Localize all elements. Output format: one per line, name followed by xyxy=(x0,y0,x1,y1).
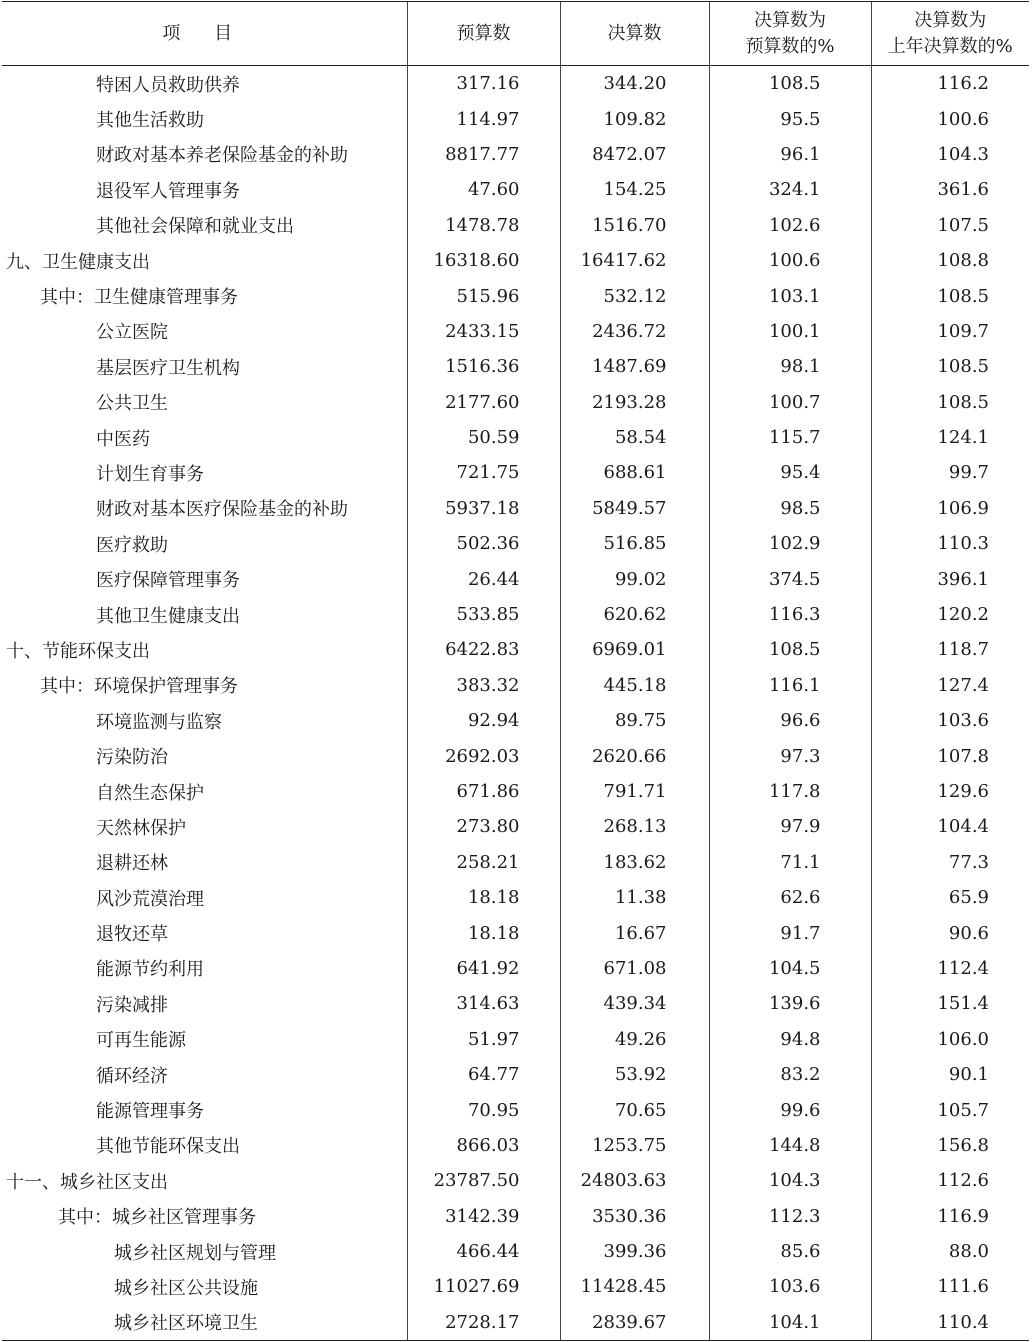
row-pct-of-prev-year: 107.5 xyxy=(871,208,1029,243)
row-pct-of-prev-year: 108.5 xyxy=(871,278,1029,313)
table-row xyxy=(2,526,1029,561)
row-pct-of-prev-year: 104.3 xyxy=(871,137,1029,172)
row-pct-of-budget: 103.1 xyxy=(709,278,871,313)
row-pct-of-prev-year: 108.5 xyxy=(871,349,1029,384)
row-pct-of-prev-year: 99.7 xyxy=(871,455,1029,490)
row-item-name: 能源管理事务 xyxy=(96,1101,204,1123)
table-row xyxy=(2,1092,1029,1127)
row-actual: 53.92 xyxy=(560,1057,709,1092)
row-pct-of-budget: 100.6 xyxy=(709,243,871,278)
row-item-name: 其他社会保障和就业支出 xyxy=(96,216,294,238)
row-pct-of-budget: 95.5 xyxy=(709,101,871,136)
row-pct-of-prev-year: 116.9 xyxy=(871,1199,1029,1234)
table-row xyxy=(2,314,1029,349)
table-row xyxy=(2,738,1029,773)
row-pct-of-budget: 62.6 xyxy=(709,880,871,915)
row-budget: 533.85 xyxy=(407,597,560,632)
row-item-name: 自然生态保护 xyxy=(96,782,204,804)
table-row xyxy=(2,1057,1029,1092)
row-pct-of-budget: 324.1 xyxy=(709,172,871,207)
row-pct-of-prev-year: 129.6 xyxy=(871,774,1029,809)
table-row xyxy=(2,349,1029,384)
row-actual: 6969.01 xyxy=(560,632,709,667)
row-budget: 23787.50 xyxy=(407,1163,560,1198)
row-item-name: 退耕还林 xyxy=(96,853,168,875)
row-pct-of-prev-year: 103.6 xyxy=(871,703,1029,738)
row-pct-of-budget: 139.6 xyxy=(709,986,871,1021)
row-actual: 1516.70 xyxy=(560,208,709,243)
table-row xyxy=(2,845,1029,880)
row-budget: 317.16 xyxy=(407,66,560,102)
row-budget: 3142.39 xyxy=(407,1199,560,1234)
row-pct-of-budget: 91.7 xyxy=(709,915,871,950)
table-row xyxy=(2,1022,1029,1057)
header-ratio-prev: 决算数为 上年决算数的% xyxy=(871,2,1029,66)
table-row xyxy=(2,809,1029,844)
table-row xyxy=(2,137,1029,172)
table-row xyxy=(2,491,1029,526)
row-item-name: 公共卫生 xyxy=(96,393,168,415)
row-pct-of-prev-year: 151.4 xyxy=(871,986,1029,1021)
row-actual: 445.18 xyxy=(560,668,709,703)
row-pct-of-budget: 98.5 xyxy=(709,491,871,526)
row-actual: 2620.66 xyxy=(560,738,709,773)
row-pct-of-prev-year: 100.6 xyxy=(871,101,1029,136)
row-budget: 51.97 xyxy=(407,1022,560,1057)
row-actual: 532.12 xyxy=(560,278,709,313)
row-pct-of-budget: 99.6 xyxy=(709,1092,871,1127)
table-row xyxy=(2,172,1029,207)
row-pct-of-budget: 96.6 xyxy=(709,703,871,738)
row-budget: 2692.03 xyxy=(407,738,560,773)
row-actual: 58.54 xyxy=(560,420,709,455)
table-row xyxy=(2,880,1029,915)
row-actual: 1253.75 xyxy=(560,1128,709,1163)
row-budget: 866.03 xyxy=(407,1128,560,1163)
row-budget: 314.63 xyxy=(407,986,560,1021)
row-budget: 92.94 xyxy=(407,703,560,738)
row-pct-of-prev-year: 109.7 xyxy=(871,314,1029,349)
row-actual: 3530.36 xyxy=(560,1199,709,1234)
row-item-name: 其他生活救助 xyxy=(96,110,204,132)
row-pct-of-budget: 98.1 xyxy=(709,349,871,384)
row-pct-of-prev-year: 90.6 xyxy=(871,915,1029,950)
row-actual: 620.62 xyxy=(560,597,709,632)
row-item-name: 公立医院 xyxy=(96,322,168,344)
row-pct-of-prev-year: 111.6 xyxy=(871,1269,1029,1304)
row-budget: 258.21 xyxy=(407,845,560,880)
table-row xyxy=(2,455,1029,490)
header-actual: 决算数 xyxy=(560,2,709,66)
row-actual: 791.71 xyxy=(560,774,709,809)
row-actual: 671.08 xyxy=(560,951,709,986)
row-budget: 64.77 xyxy=(407,1057,560,1092)
table-row xyxy=(2,915,1029,950)
row-item-name: 城乡社区规划与管理 xyxy=(114,1242,276,1264)
header-item: 项 目 xyxy=(2,2,407,66)
row-pct-of-budget: 115.7 xyxy=(709,420,871,455)
table-row xyxy=(2,951,1029,986)
row-pct-of-budget: 374.5 xyxy=(709,561,871,596)
row-pct-of-budget: 95.4 xyxy=(709,455,871,490)
row-budget: 273.80 xyxy=(407,809,560,844)
table-row xyxy=(2,668,1029,703)
table-row xyxy=(2,420,1029,455)
header-ratio-budget: 决算数为 预算数的% xyxy=(709,2,871,66)
row-budget: 1516.36 xyxy=(407,349,560,384)
row-item-name: 城乡社区公共设施 xyxy=(114,1277,258,1299)
row-pct-of-budget: 100.1 xyxy=(709,314,871,349)
row-actual: 516.85 xyxy=(560,526,709,561)
row-pct-of-prev-year: 106.9 xyxy=(871,491,1029,526)
row-item-name: 十、节能环保支出 xyxy=(6,640,150,662)
row-item-name: 风沙荒漠治理 xyxy=(96,888,204,910)
row-item-name: 其中：城乡社区管理事务 xyxy=(58,1207,256,1229)
row-pct-of-budget: 94.8 xyxy=(709,1022,871,1057)
row-item-name: 循环经济 xyxy=(96,1065,168,1087)
row-item-name: 污染减排 xyxy=(96,994,168,1016)
row-budget: 18.18 xyxy=(407,880,560,915)
row-pct-of-budget: 102.6 xyxy=(709,208,871,243)
row-pct-of-budget: 112.3 xyxy=(709,1199,871,1234)
row-budget: 16318.60 xyxy=(407,243,560,278)
table-row xyxy=(2,1128,1029,1163)
row-pct-of-budget: 103.6 xyxy=(709,1269,871,1304)
table-row xyxy=(2,561,1029,596)
row-pct-of-prev-year: 107.8 xyxy=(871,738,1029,773)
table-row xyxy=(2,1269,1029,1304)
row-pct-of-prev-year: 396.1 xyxy=(871,561,1029,596)
table-row xyxy=(2,1163,1029,1198)
row-actual: 99.02 xyxy=(560,561,709,596)
row-budget: 18.18 xyxy=(407,915,560,950)
row-pct-of-prev-year: 110.4 xyxy=(871,1305,1029,1341)
table-header xyxy=(2,2,1029,66)
row-pct-of-budget: 104.1 xyxy=(709,1305,871,1341)
row-pct-of-budget: 71.1 xyxy=(709,845,871,880)
row-pct-of-budget: 144.8 xyxy=(709,1128,871,1163)
row-budget: 8817.77 xyxy=(407,137,560,172)
row-actual: 344.20 xyxy=(560,66,709,102)
row-item-name: 其中：卫生健康管理事务 xyxy=(40,287,238,309)
row-item-name: 医疗救助 xyxy=(96,534,168,556)
table-row xyxy=(2,774,1029,809)
table-row xyxy=(2,66,1029,102)
row-item-name: 其他卫生健康支出 xyxy=(96,605,240,627)
row-pct-of-prev-year: 112.6 xyxy=(871,1163,1029,1198)
row-pct-of-prev-year: 108.5 xyxy=(871,385,1029,420)
row-budget: 2177.60 xyxy=(407,385,560,420)
row-actual: 16417.62 xyxy=(560,243,709,278)
row-item-name: 财政对基本医疗保险基金的补助 xyxy=(96,499,348,521)
row-budget: 1478.78 xyxy=(407,208,560,243)
row-actual: 24803.63 xyxy=(560,1163,709,1198)
row-actual: 268.13 xyxy=(560,809,709,844)
table-row xyxy=(2,1305,1029,1341)
row-item-name: 计划生育事务 xyxy=(96,463,204,485)
row-item-name: 其他节能环保支出 xyxy=(96,1136,240,1158)
row-pct-of-budget: 85.6 xyxy=(709,1234,871,1269)
row-pct-of-prev-year: 120.2 xyxy=(871,597,1029,632)
row-budget: 671.86 xyxy=(407,774,560,809)
row-budget: 50.59 xyxy=(407,420,560,455)
row-pct-of-prev-year: 112.4 xyxy=(871,951,1029,986)
row-pct-of-budget: 102.9 xyxy=(709,526,871,561)
row-item-name: 基层医疗卫生机构 xyxy=(96,357,240,379)
row-budget: 11027.69 xyxy=(407,1269,560,1304)
row-actual: 49.26 xyxy=(560,1022,709,1057)
row-pct-of-prev-year: 116.2 xyxy=(871,66,1029,102)
table-row xyxy=(2,986,1029,1021)
row-budget: 641.92 xyxy=(407,951,560,986)
row-item-name: 可再生能源 xyxy=(96,1030,186,1052)
row-pct-of-prev-year: 156.8 xyxy=(871,1128,1029,1163)
row-pct-of-budget: 104.5 xyxy=(709,951,871,986)
row-item-name: 中医药 xyxy=(96,428,150,450)
row-pct-of-prev-year: 77.3 xyxy=(871,845,1029,880)
row-actual: 109.82 xyxy=(560,101,709,136)
row-pct-of-budget: 108.5 xyxy=(709,66,871,102)
row-pct-of-prev-year: 108.8 xyxy=(871,243,1029,278)
row-actual: 16.67 xyxy=(560,915,709,950)
row-pct-of-prev-year: 124.1 xyxy=(871,420,1029,455)
row-pct-of-budget: 116.1 xyxy=(709,668,871,703)
row-item-name: 退牧还草 xyxy=(96,924,168,946)
row-item-name: 天然林保护 xyxy=(96,817,186,839)
row-budget: 515.96 xyxy=(407,278,560,313)
row-actual: 89.75 xyxy=(560,703,709,738)
row-pct-of-prev-year: 106.0 xyxy=(871,1022,1029,1057)
row-pct-of-prev-year: 105.7 xyxy=(871,1092,1029,1127)
table-row xyxy=(2,385,1029,420)
table-row xyxy=(2,632,1029,667)
row-pct-of-budget: 104.3 xyxy=(709,1163,871,1198)
row-item-name: 退役军人管理事务 xyxy=(96,180,240,202)
row-pct-of-prev-year: 127.4 xyxy=(871,668,1029,703)
row-item-name: 城乡社区环境卫生 xyxy=(2,1305,407,1341)
row-budget: 466.44 xyxy=(407,1234,560,1269)
table-row xyxy=(2,208,1029,243)
row-budget: 114.97 xyxy=(407,101,560,136)
table-row xyxy=(2,278,1029,313)
row-pct-of-prev-year: 118.7 xyxy=(871,632,1029,667)
row-pct-of-prev-year: 361.6 xyxy=(871,172,1029,207)
row-item-name: 九、卫生健康支出 xyxy=(6,251,150,273)
row-pct-of-budget: 97.9 xyxy=(709,809,871,844)
row-item-name: 能源节约利用 xyxy=(96,959,204,981)
row-actual: 11.38 xyxy=(560,880,709,915)
row-pct-of-budget: 97.3 xyxy=(709,738,871,773)
row-actual: 183.62 xyxy=(560,845,709,880)
table-row xyxy=(2,1234,1029,1269)
row-budget: 5937.18 xyxy=(407,491,560,526)
row-pct-of-prev-year: 110.3 xyxy=(871,526,1029,561)
row-item-name: 财政对基本养老保险基金的补助 xyxy=(96,145,348,167)
table-row xyxy=(2,101,1029,136)
row-budget: 47.60 xyxy=(407,172,560,207)
row-budget: 2728.17 xyxy=(407,1305,560,1341)
budget-table xyxy=(2,1,1029,1341)
row-pct-of-prev-year: 88.0 xyxy=(871,1234,1029,1269)
row-item-name: 污染防治 xyxy=(96,747,168,769)
row-budget: 383.32 xyxy=(407,668,560,703)
table-row xyxy=(2,597,1029,632)
header-budget: 预算数 xyxy=(407,2,560,66)
row-budget: 70.95 xyxy=(407,1092,560,1127)
row-actual: 688.61 xyxy=(560,455,709,490)
row-item-name: 环境监测与监察 xyxy=(96,711,222,733)
row-actual: 2436.72 xyxy=(560,314,709,349)
row-actual: 1487.69 xyxy=(560,349,709,384)
row-pct-of-prev-year: 104.4 xyxy=(871,809,1029,844)
row-pct-of-budget: 117.8 xyxy=(709,774,871,809)
row-pct-of-prev-year: 65.9 xyxy=(871,880,1029,915)
row-budget: 721.75 xyxy=(407,455,560,490)
row-actual: 11428.45 xyxy=(560,1269,709,1304)
row-actual: 70.65 xyxy=(560,1092,709,1127)
row-actual: 2193.28 xyxy=(560,385,709,420)
row-actual: 399.36 xyxy=(560,1234,709,1269)
row-actual: 439.34 xyxy=(560,986,709,1021)
row-pct-of-prev-year: 90.1 xyxy=(871,1057,1029,1092)
row-item-name: 特困人员救助供养 xyxy=(96,74,240,96)
table-row xyxy=(2,243,1029,278)
table-row xyxy=(2,1199,1029,1234)
table-row xyxy=(2,703,1029,738)
row-actual: 5849.57 xyxy=(560,491,709,526)
row-actual: 2839.67 xyxy=(560,1305,709,1341)
row-pct-of-budget: 116.3 xyxy=(709,597,871,632)
row-budget: 502.36 xyxy=(407,526,560,561)
row-pct-of-budget: 96.1 xyxy=(709,137,871,172)
row-item-name: 其中：环境保护管理事务 xyxy=(40,676,238,698)
row-pct-of-budget: 108.5 xyxy=(709,632,871,667)
row-actual: 154.25 xyxy=(560,172,709,207)
row-item-name: 十一、城乡社区支出 xyxy=(6,1171,168,1193)
row-budget: 26.44 xyxy=(407,561,560,596)
table-body xyxy=(2,66,1029,1341)
row-budget: 6422.83 xyxy=(407,632,560,667)
row-actual: 8472.07 xyxy=(560,137,709,172)
row-item-name: 医疗保障管理事务 xyxy=(96,570,240,592)
row-budget: 2433.15 xyxy=(407,314,560,349)
row-pct-of-budget: 83.2 xyxy=(709,1057,871,1092)
row-pct-of-budget: 100.7 xyxy=(709,385,871,420)
